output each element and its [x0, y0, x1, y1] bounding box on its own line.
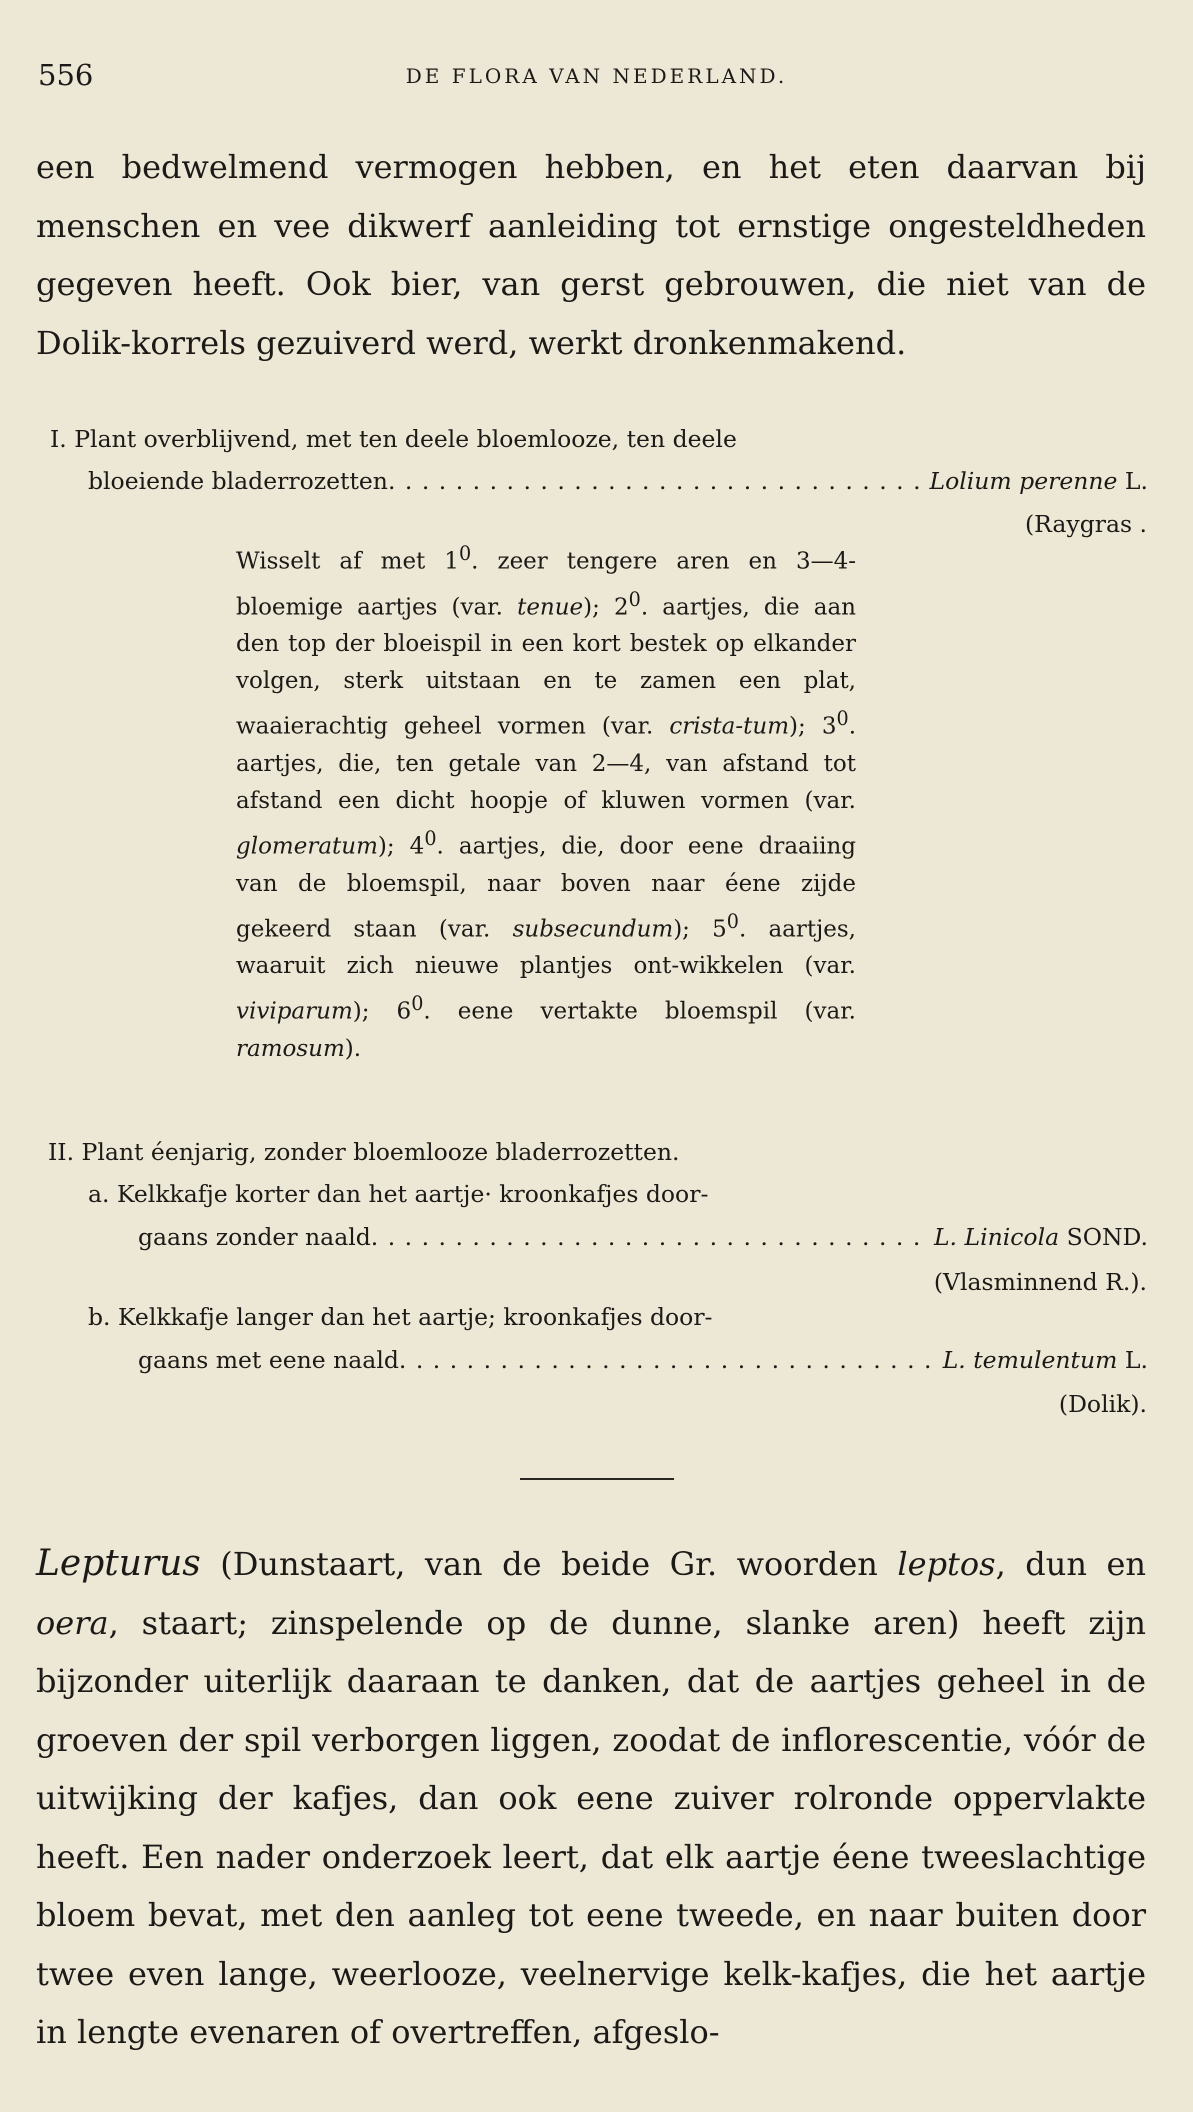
- key-marker-a: a.: [88, 1180, 110, 1208]
- species-name: L. temulentum: [942, 1346, 1118, 1374]
- leader-dots: [388, 464, 920, 498]
- page-header: [38, 58, 1155, 98]
- key-entry-I-line2: bloeiende bladerrozetten . . . Lolium perenne L.: [88, 464, 1148, 498]
- key-entry-II: II. Plant éenjarig, zonder bloemlooze bladerrozetten.: [48, 1138, 680, 1166]
- leader-dots: [399, 1343, 933, 1377]
- species-name: Lolium perenne: [929, 467, 1118, 495]
- page-number: 556: [38, 58, 94, 92]
- common-name-dolik: (Dolik).: [1058, 1390, 1147, 1418]
- lepturus-paragraph: Lepturus (Dunstaart, van de beide Gr. woorden leptos, dun en oera, staart; zinspelende op de dunne, slanke aren) heeft zijn bijzonder uiterlijk daaraan te danken, dat de aartjes geheel in de groeven der spil verborgen liggen, zoodat de inflorescentie, vóór de uitwijking der kafjes, dan ook eene zuiver rolronde oppervlakte heeft. Een nader onderzoek leert, dat elk aartje éene tweeslachtige bloem bevat, met den aanleg tot eene tweede, en naar buiten door twee even lange, weerlooze, veelnervige kelk-kafjes, die het aartje in lengte evenaren of overtreffen, afgeslo-: [36, 1543, 1147, 2051]
- section-divider: [520, 1478, 674, 1480]
- key-marker-II: II.: [48, 1138, 75, 1166]
- running-title: DE FLORA VAN NEDERLAND.: [405, 64, 788, 88]
- varieties-paragraph: Wisselt af met $1^0$. zeer tengere aren en 3—4-bloemige aartjes (var. tenue); $2^0$. aartjes, die aan den top der bloeispil in een kort bestek op elkander volgen, sterk uitstaan en te zamen een plat, waaierachtig geheel vormen (var. crista-tum); $3^0$. aartjes, die, ten getale van 2—4, van afstand tot afstand een dicht hoopje of kluwen vormen (var. glomeratum); $4^0$. aartjes, die, door eene draaiing van de bloemspil, naar boven naar éene zijde gekeerd staan (var. subsecundum); $5^0$. aartjes, waaruit zich nieuwe plantjes ont-wikkelen (var. viviparum); $6^0$. eene vertakte bloemspil (var. ramosum).: [236, 542, 857, 1062]
- key-entry-I-line1: I. Plant overblijvend, met ten deele bloemlooze, ten deele: [50, 425, 737, 453]
- key-marker-I: I.: [50, 425, 67, 453]
- species-name: L. Linicola: [933, 1223, 1060, 1251]
- intro-paragraph: een bedwelmend vermogen hebben, en het eten daarvan bij menschen en vee dikwerf aanleiding tot ernstige ongesteldheden gegeven heeft. Ook bier, van gerst gebrouwen, die niet van de Dolik-korrels gezuiverd werd, werkt dronkenmakend.: [36, 148, 1146, 362]
- key-entry-a-line2: gaans zonder naald . . . L. Linicola SOND.: [138, 1220, 1148, 1254]
- common-name-vlasminnend: (Vlasminnend R.).: [933, 1268, 1147, 1296]
- common-name-raygras: (Raygras .: [1025, 510, 1147, 538]
- key-entry-b-line2: gaans met eene naald . . . L. temulentum L.: [138, 1343, 1148, 1377]
- key-marker-b: b.: [88, 1303, 111, 1331]
- key-entry-b-line1: b. Kelkkafje langer dan het aartje; kroonkafjes door-: [88, 1303, 713, 1331]
- leader-dots: [371, 1220, 924, 1254]
- genus-name: Lepturus: [36, 1543, 201, 1584]
- key-entry-a-line1: a. Kelkkafje korter dan het aartje· kroonkafjes door-: [88, 1180, 709, 1208]
